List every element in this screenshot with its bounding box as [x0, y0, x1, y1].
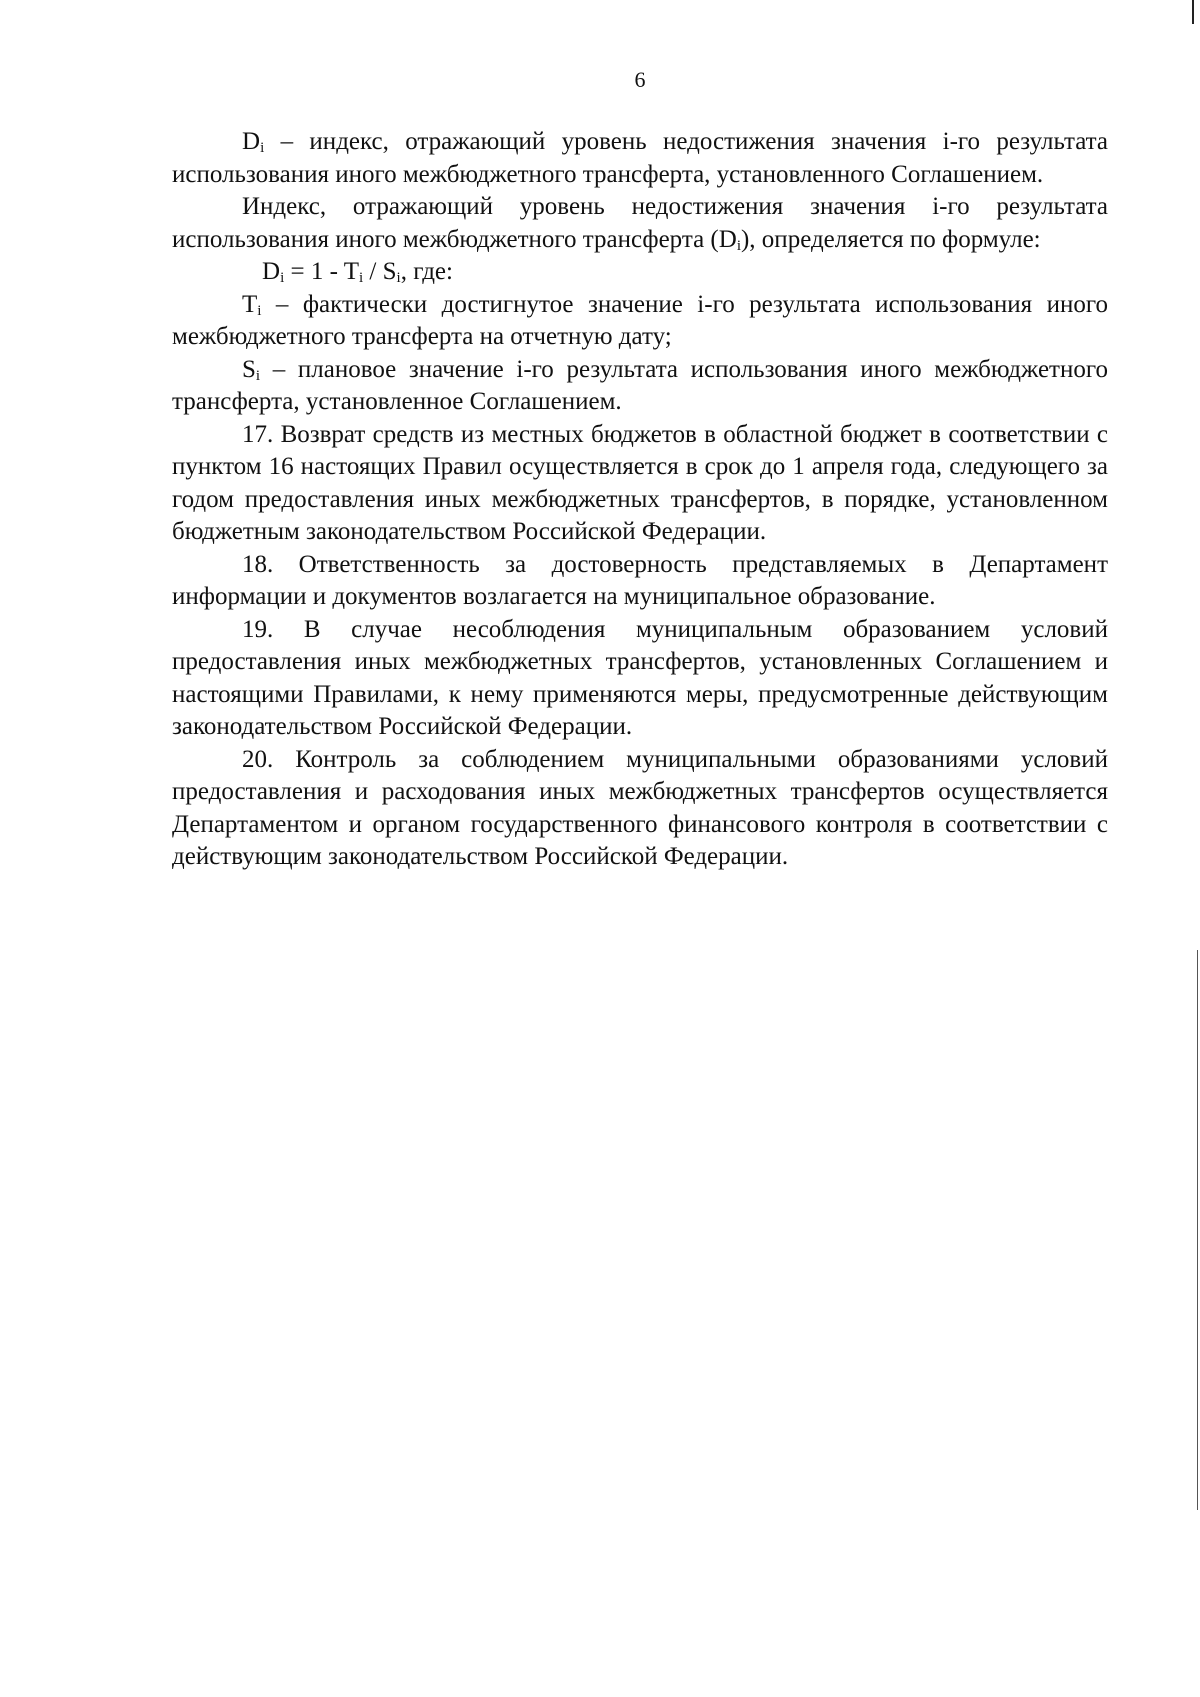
subscript-i: i	[736, 237, 741, 254]
symbol-d: D	[242, 128, 261, 155]
subscript-i: i	[257, 302, 262, 319]
paragraph-18: 18. Ответственность за достоверность представляемых в Департамент информации и документов возлагается на муниципальное образование.	[172, 550, 1108, 610]
formula-divide-part: / S	[363, 258, 397, 285]
paragraph-ti-definition	[172, 289, 1108, 354]
symbol-s: S	[242, 355, 256, 383]
paragraph-17: 17. Возврат средств из местных бюджетов в областной бюджет в соответствии с пунктом 16 настоящих Правил осуществляется в срок до 1 апреля года, следующего за годом предоставления иных межбюджетных трансфертов, в порядке, установленном бюджетным законодательством Российской Федерации.	[172, 420, 1108, 545]
di-definition-text: – индекс, отражающий уровень недостижения значения i-го результата использования иного межбюджетного трансферта, установленного Соглашением.	[172, 128, 1108, 188]
symbol-t: T	[242, 290, 258, 318]
formula-t-subscript: i	[358, 270, 364, 286]
scan-edge-mark	[1192, 0, 1194, 24]
index-intro-text-end: ), определяется по формуле:	[740, 225, 1041, 253]
paragraph-si-definition	[172, 354, 1108, 419]
document-body	[172, 126, 1108, 874]
scan-edge-line	[1197, 950, 1198, 1510]
ti-definition-text: – фактически достигнутое значение i-го результата использования иного межбюджетного трансферта на отчетную дату;	[172, 290, 1108, 350]
formula-d: D	[262, 258, 281, 285]
formula	[172, 256, 1108, 289]
page-number: 6	[634, 67, 646, 92]
formula-equals-part: = 1 - T	[284, 258, 359, 285]
si-definition-text: – плановое значение i-го результата использования иного межбюджетного трансферта, установленное Соглашением.	[172, 355, 1108, 415]
formula-d-subscript: i	[280, 270, 285, 286]
paragraph-di-definition	[172, 126, 1108, 191]
formula-s-subscript: i	[396, 270, 401, 286]
formula-where: , где:	[400, 258, 453, 285]
subscript-i: i	[255, 367, 261, 384]
subscript-i: i	[260, 140, 265, 156]
paragraph-20: 20. Контроль за соблюдением муниципальными образованиями условий предоставления и расходования иных межбюджетных трансфертов осуществляется Департаментом и органом государственного финансового контроля в соответствии с действующим законодательством Российской Федерации.	[172, 745, 1108, 870]
paragraph-19: 19. В случае несоблюдения муниципальным образованием условий предоставления иных межбюджетных трансфертов, установленных Соглашением и настоящими Правилами, к нему применяются меры, предусмотренные действующим законодательством Российской Федерации.	[172, 615, 1108, 740]
index-intro-text: Индекс, отражающий уровень недостижения значения i-го результата использования иного межбюджетного трансферта (D	[172, 193, 1108, 253]
paragraph-index-formula-intro	[172, 191, 1108, 256]
